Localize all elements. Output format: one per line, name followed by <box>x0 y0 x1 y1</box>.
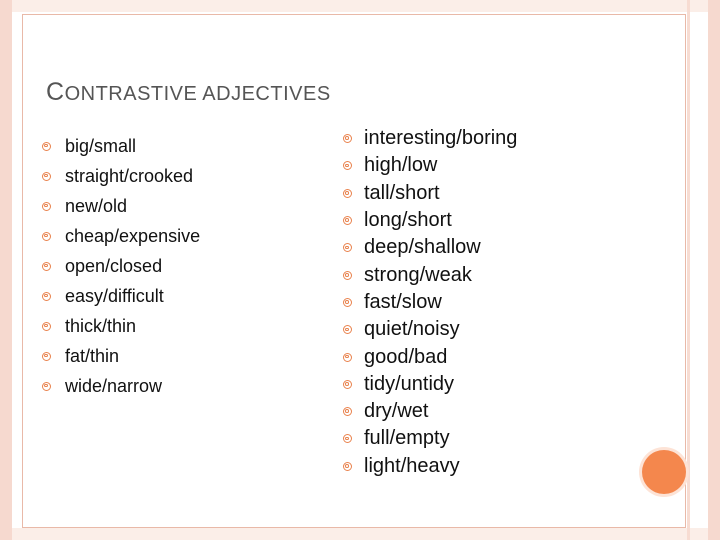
list-item <box>343 398 517 425</box>
list-item <box>42 281 200 311</box>
list-item-text: good/bad <box>364 345 448 368</box>
list-item-text: dry/wet <box>364 400 429 423</box>
list-item <box>42 161 200 191</box>
list-item-text: light/heavy <box>364 454 460 477</box>
list-item-text: strong/weak <box>364 263 472 286</box>
ring-bullet-icon <box>343 134 352 143</box>
ring-bullet-icon <box>343 271 352 280</box>
list-item <box>343 371 517 398</box>
ring-bullet-icon <box>343 161 352 170</box>
ring-bullet-icon <box>42 142 51 151</box>
list-item-text: cheap/expensive <box>65 225 201 246</box>
list-item-text: open/closed <box>65 255 163 276</box>
list-item <box>343 180 517 207</box>
list-item-text: deep/shallow <box>364 236 481 259</box>
ring-bullet-icon <box>42 382 51 391</box>
list-item-text: fast/slow <box>364 290 442 313</box>
title-initial: C <box>46 78 65 106</box>
ring-bullet-icon <box>343 325 352 334</box>
list-item <box>343 453 517 480</box>
list-item-text: long/short <box>364 209 452 232</box>
ring-bullet-icon <box>343 298 352 307</box>
list-item <box>42 311 200 341</box>
list-item <box>343 207 517 234</box>
list-item <box>343 343 517 370</box>
ring-bullet-icon <box>42 352 51 361</box>
ring-bullet-icon <box>42 202 51 211</box>
frame-left-band <box>0 0 12 540</box>
list-item <box>343 261 517 288</box>
list-item <box>343 234 517 261</box>
ring-bullet-icon <box>343 380 352 389</box>
list-item <box>343 152 517 179</box>
list-item-text: tall/short <box>364 181 440 204</box>
decorative-rule <box>687 0 690 540</box>
list-item <box>42 131 200 161</box>
list-item <box>343 125 517 152</box>
list-item-text: interesting/boring <box>364 127 518 150</box>
list-item-text: straight/crooked <box>65 165 194 186</box>
ring-bullet-icon <box>42 172 51 181</box>
right-bullet-list <box>343 125 517 480</box>
frame-top-band <box>12 0 708 12</box>
ring-bullet-icon <box>42 322 51 331</box>
list-item-text: high/low <box>364 154 438 177</box>
list-item <box>343 316 517 343</box>
ring-bullet-icon <box>343 434 352 443</box>
list-item-text: full/empty <box>364 427 450 450</box>
list-item <box>42 341 200 371</box>
list-item <box>343 289 517 316</box>
frame-right-band <box>708 0 720 540</box>
title-text: ONTRASTIVE ADJECTIVES <box>64 83 331 105</box>
orange-circle-decoration <box>642 450 686 494</box>
ring-bullet-icon <box>42 292 51 301</box>
left-bullet-list <box>42 131 200 401</box>
list-item <box>42 191 200 221</box>
frame-bottom-band <box>12 528 708 540</box>
list-item-text: big/small <box>65 135 137 156</box>
ring-bullet-icon <box>343 407 352 416</box>
ring-bullet-icon <box>343 189 352 198</box>
list-item-text: thick/thin <box>65 315 137 336</box>
list-item-text: tidy/untidy <box>364 372 455 395</box>
list-item-text: wide/narrow <box>65 375 163 396</box>
ring-bullet-icon <box>343 243 352 252</box>
ring-bullet-icon <box>343 216 352 225</box>
list-item-text: easy/difficult <box>65 285 164 306</box>
list-item <box>343 425 517 452</box>
list-item-text: new/old <box>65 195 128 216</box>
list-item <box>42 221 200 251</box>
ring-bullet-icon <box>42 262 51 271</box>
ring-bullet-icon <box>343 353 352 362</box>
list-item-text: quiet/noisy <box>364 318 460 341</box>
list-item <box>42 251 200 281</box>
list-item-text: fat/thin <box>65 345 120 366</box>
ring-bullet-icon <box>343 462 352 471</box>
slide-title <box>46 78 331 107</box>
ring-bullet-icon <box>42 232 51 241</box>
list-item <box>42 371 200 401</box>
